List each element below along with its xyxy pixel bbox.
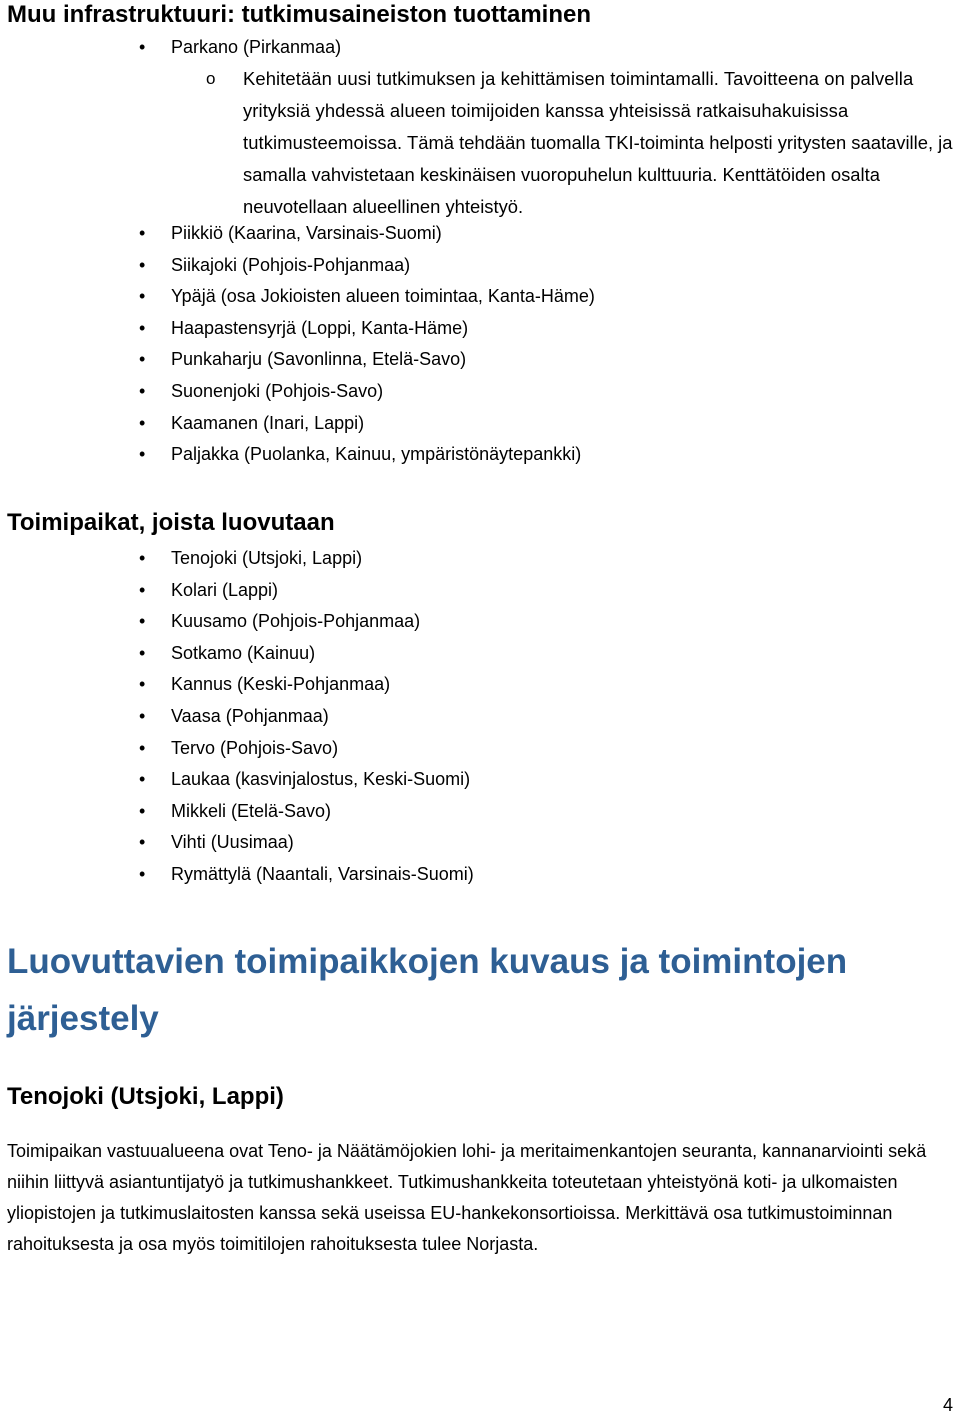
page-number: 4 [942,1395,953,1415]
list-item: • Kaamanen (Inari, Lappi) [0,408,950,440]
section-heading-infrastructure: Muu infrastruktuuri: tutkimusaineiston tuottaminen [7,1,592,28]
list-item: • Vihti (Uusimaa) [0,827,950,859]
infrastructure-list [0,218,950,471]
list-item: • Suonenjoki (Pohjois-Savo) [0,376,950,408]
subsection-heading-tenojoki: Tenojoki (Utsjoki, Lappi) [7,1083,284,1110]
list-item: • Ypäjä (osa Jokioisten alueen toimintaa, Kanta-Häme) [0,281,950,313]
list-item: • Tenojoki (Utsjoki, Lappi) [0,543,950,575]
list-item: • Siikajoki (Pohjois-Pohjanmaa) [0,250,950,282]
section-heading-description: Luovuttavien toimipaikkojen kuvaus ja toimintojen järjestely [7,942,848,1038]
list-item: • Laukaa (kasvinjalostus, Keski-Suomi) [0,764,950,796]
list-item: • Rymättylä (Naantali, Varsinais-Suomi) [0,859,950,891]
list-item: • Piikkiö (Kaarina, Varsinais-Suomi) [0,218,950,250]
list-item: • Paljakka (Puolanka, Kainuu, ympäristönäytepankki) [0,439,950,471]
sub-list-item [243,63,958,223]
list-item: • Kannus (Keski-Pohjanmaa) [0,669,950,701]
list-item: • Kolari (Lappi) [0,575,950,607]
list-item: • Mikkeli (Etelä-Savo) [0,796,950,828]
sub-item-text-2: Tämä tehdään tuomalla TKI-toiminta helposti yritysten saataville, ja samalla vahvistetaan keskinäisen vuoropuhelun kulttuuria. Kenttätöiden osalta neuvotellaan alueellinen yhteistyö. [243,132,953,217]
list-item: • Haapastensyrjä (Loppi, Kanta-Häme) [0,313,950,345]
closing-sites-list [0,543,950,891]
list-item: • Punkaharju (Savonlinna, Etelä-Savo) [0,344,950,376]
list-item: • Sotkamo (Kainuu) [0,638,950,670]
sub-list [243,63,958,223]
infrastructure-list-head [0,32,950,64]
sub-item-text: Kehitetään uusi tutkimuksen ja kehittämisen toimintamalli. Tavoitteena on palvella yrityksiä yhdessä alueen toimijoiden kanssa yhteisissä ratkaisuhakuisissa tutkimusteemoissa. [243,68,914,153]
list-item: • Parkano (Pirkanmaa) [0,32,950,64]
list-item: • Tervo (Pohjois-Savo) [0,733,950,765]
list-item: • Kuusamo (Pohjois-Pohjanmaa) [0,606,950,638]
section-heading-closing-sites: Toimipaikat, joista luovutaan [7,509,335,536]
tenojoki-paragraph: Toimipaikan vastuualueena ovat Teno- ja Näätämöjokien lohi- ja meritaimenkantojen seuranta, kannanarviointi sekä niihin liittyvä asiantuntijatyö ja tutkimushankkeet. Tutkimushankkeita toteutetaan yhteistyönä koti- ja ulkomaisten yliopistojen ja tutkimuslaitosten kanssa sekä useissa EU-hankekonsortioissa. Merkittävä osa tutkimustoiminnan rahoituksesta ja osa myös toimitilojen rahoituksesta tulee Norjasta. [7,1141,927,1254]
list-item: • Vaasa (Pohjanmaa) [0,701,950,733]
